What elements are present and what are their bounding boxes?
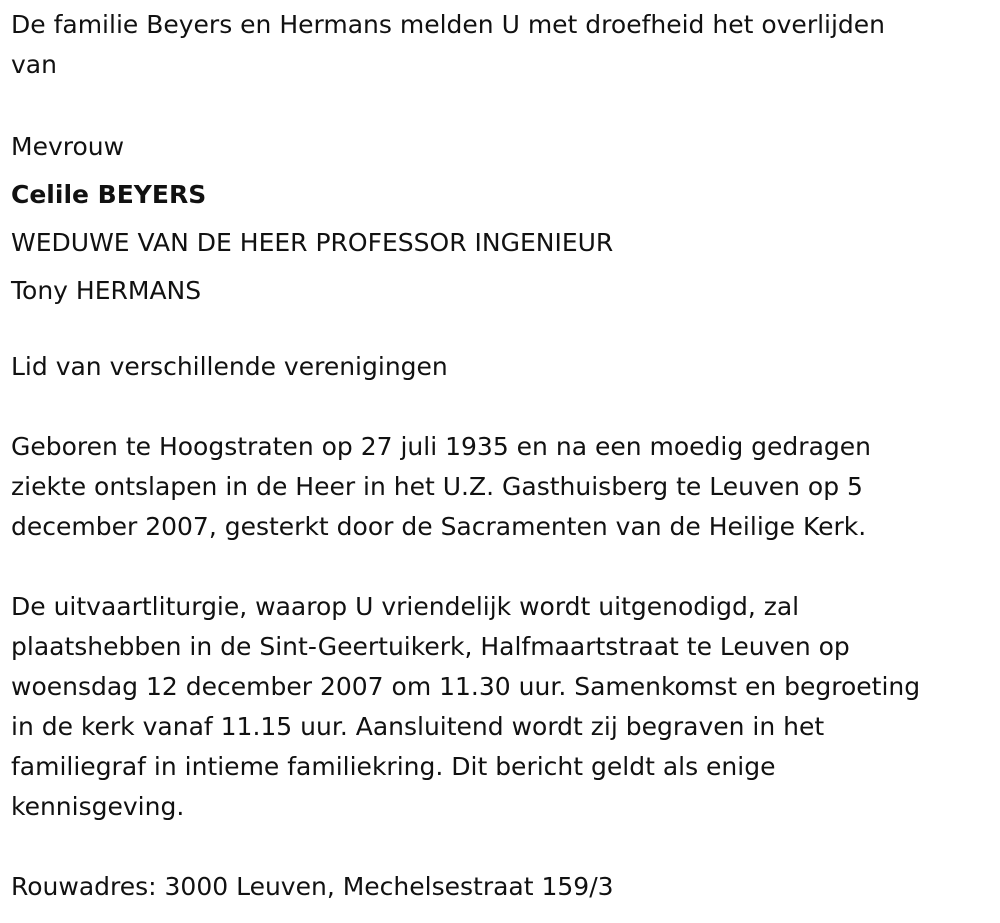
spacer xyxy=(11,85,986,125)
deceased-block xyxy=(11,123,986,315)
obituary-document xyxy=(11,5,986,907)
spouse-name: Tony HERMANS xyxy=(11,276,202,305)
funeral-paragraph: De uitvaartliturgie, waarop U vriendelijk wordt uitgenodigd, zal plaatshebben in de Sint-Geertuikerk, Halfmaartstraat te Leuven op woensdag 12 december 2007 om 11.30 uur. Samenkomst en begroeting in de kerk vanaf 11.15 uur. Aansluitend wordt zij begraven in het familiegraf in intieme familiekring. Dit bericht geldt als enige kennisgeving. xyxy=(11,592,921,821)
intro-paragraph: De familie Beyers en Hermans melden U met droefheid het overlijden van xyxy=(11,10,886,79)
birth-death-paragraph: Geboren te Hoogstraten op 27 juli 1935 en na een moedig gedragen ziekte ontslapen in de Heer in het U.Z. Gasthuisberg te Leuven op 5 december 2007, gesterkt door de Sacramenten van de Heilige Kerk. xyxy=(11,432,871,541)
spacer xyxy=(11,387,986,427)
deceased-name: Celile BEYERS xyxy=(11,180,207,209)
salutation: Mevrouw xyxy=(11,132,125,161)
address-line: Rouwadres: 3000 Leuven, Mechelsestraat 159/3 xyxy=(11,872,614,901)
membership-line: Lid van verschillende verenigingen xyxy=(11,352,448,381)
spacer xyxy=(11,315,986,347)
spacer xyxy=(11,547,986,587)
spacer xyxy=(11,827,986,867)
widow-line: WEDUWE VAN DE HEER PROFESSOR INGENIEUR xyxy=(11,228,614,257)
